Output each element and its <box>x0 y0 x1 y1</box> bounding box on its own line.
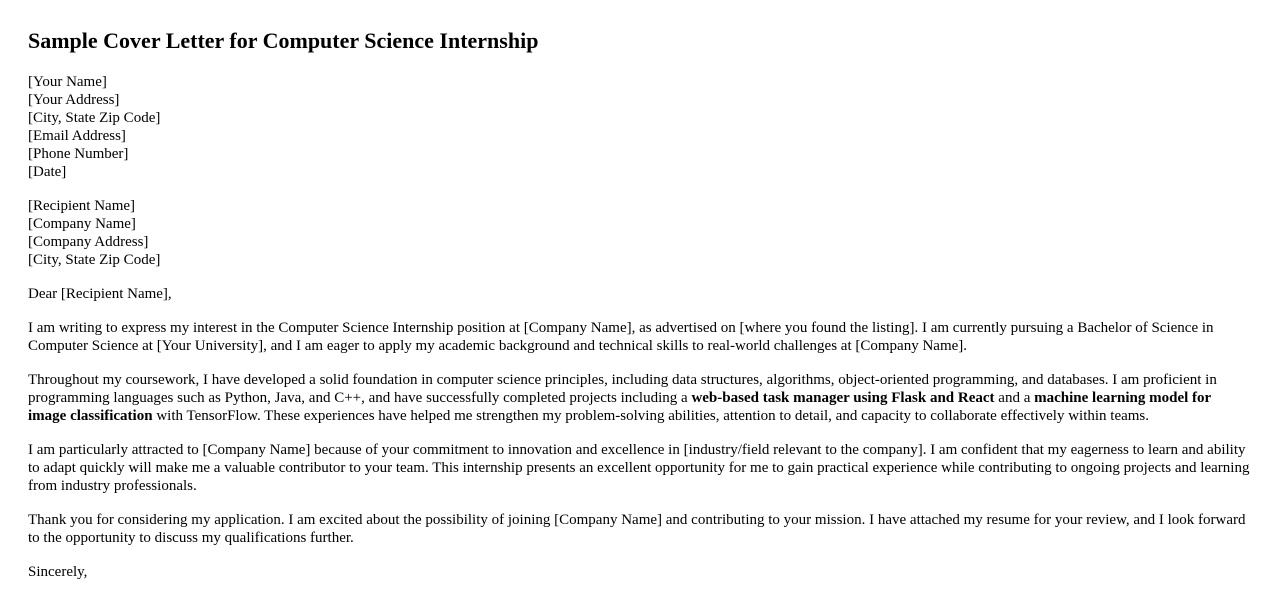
body-paragraph-2 <box>28 371 1250 425</box>
recipient-company-address: [Company Address] <box>28 234 149 250</box>
body-paragraph-4: Thank you for considering my application. I am excited about the possibility of joining [Company Name] and contributing to your mission. I have attached my resume for your review, and I look forward to the opportunity to discuss my qualifications further. <box>28 512 1246 546</box>
sender-name: [Your Name] <box>28 74 107 90</box>
recipient-city-state-zip: [City, State Zip Code] <box>28 252 161 268</box>
recipient-name: [Recipient Name] <box>28 198 136 214</box>
paragraph-2-text-3: with TensorFlow. These experiences have helped me strengthen my problem-solving abilities, attention to detail, and capacity to collaborate effectively within teams. <box>152 408 1150 424</box>
recipient-address-block <box>28 197 1250 269</box>
body-paragraph-1: I am writing to express my interest in the Computer Science Internship position at [Company Name], as advertised on [where you found the listing]. I am currently pursuing a Bachelor of Science in Computer Science at [Your University], and I am eager to apply my academic background and technical skills to real-world challenges at [Company Name]. <box>28 320 1214 354</box>
salutation: Dear [Recipient Name], <box>28 286 172 302</box>
recipient-company: [Company Name] <box>28 216 136 232</box>
sender-phone: [Phone Number] <box>28 146 129 162</box>
closing: Sincerely, <box>28 564 88 580</box>
sender-city-state-zip: [City, State Zip Code] <box>28 110 161 126</box>
body-paragraph-3: I am particularly attracted to [Company Name] because of your commitment to innovation and excellence in [industry/field relevant to the company]. I am confident that my eagerness to learn and ability to adapt quickly will make me a valuable contributor to your team. This internship presents an excellent opportunity for me to gain practical experience while contributing to ongoing projects and learning from industry professionals. <box>28 442 1250 494</box>
letter-date: [Date] <box>28 164 67 180</box>
page-title: Sample Cover Letter for Computer Science Internship <box>28 28 539 53</box>
sender-address: [Your Address] <box>28 92 120 108</box>
sender-address-block <box>28 73 1250 181</box>
sender-email: [Email Address] <box>28 128 126 144</box>
paragraph-2-text-2: and a <box>994 390 1035 406</box>
project-highlight-ml-model: machine learning model for image classification <box>28 390 1211 424</box>
paragraph-2-text-1: Throughout my coursework, I have developed a solid foundation in computer science principles, including data structures, algorithms, object-oriented programming, and databases. I am proficient in programming languages such as Python, Java, and C++, and have successfully completed projects including a <box>28 372 1217 406</box>
project-highlight-task-manager: web-based task manager using Flask and React <box>691 390 995 406</box>
